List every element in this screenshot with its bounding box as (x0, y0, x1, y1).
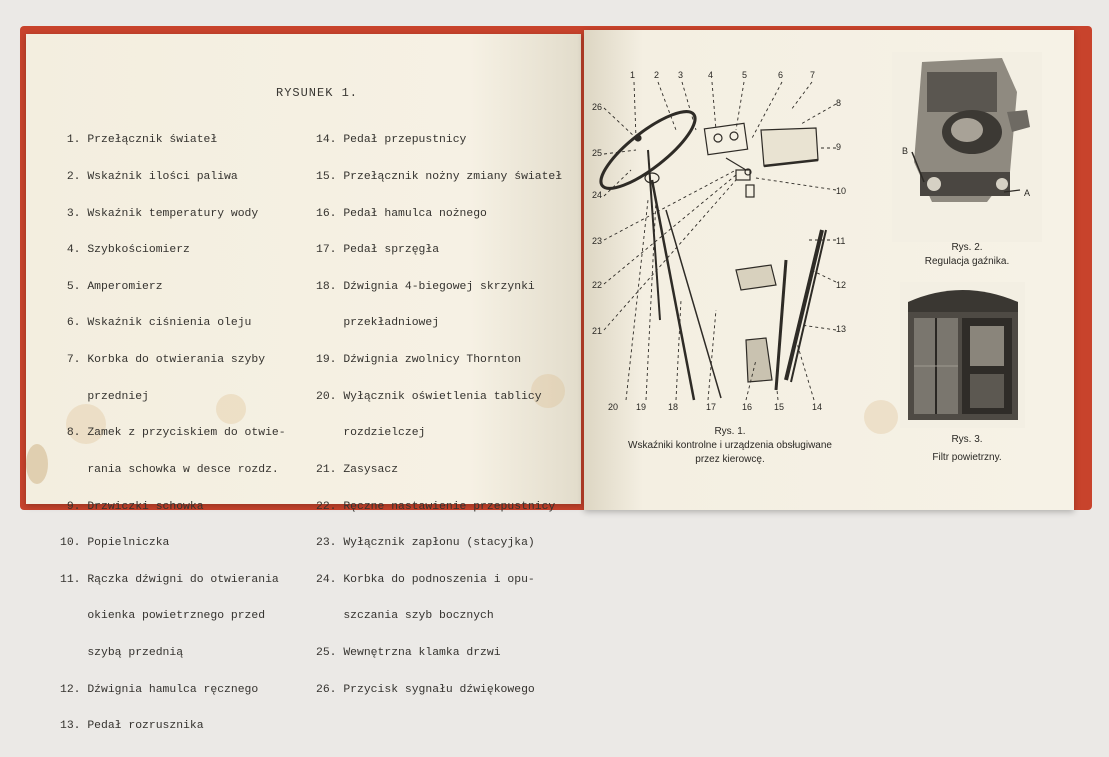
callout-number: 17 (706, 402, 717, 412)
legend-item: 3. Wskaźnik temperatury wody (60, 207, 259, 220)
legend-item: rania schowka w desce rozdz. (60, 463, 279, 476)
figure-1-caption: Wskaźniki kontrolne i urządzenia obsługiwane (628, 440, 832, 451)
legend-item: 23. Wyłącznik zapłonu (stacyjka) (316, 537, 535, 550)
legend-item: 19. Dźwignia zwolnicy Thornton (316, 354, 522, 367)
legend-item: 17. Pedał sprzęgła (316, 244, 440, 257)
legend-item: 21. Zasysacz (316, 463, 399, 476)
callout-number: 4 (708, 70, 714, 80)
callout-number: 18 (668, 402, 679, 412)
figure-1-title: Rys. 1. (714, 426, 746, 437)
legend-item: 24. Korbka do podnoszenia i opu- (316, 573, 535, 586)
legend-item: 8. Zamek z przyciskiem do otwie- (60, 427, 286, 440)
legend-item: 7. Korbka do otwierania szyby (60, 354, 266, 367)
legend-item: 9. Drzwiczki schowka (60, 500, 204, 513)
legend-item: 13. Pedał rozrusznika (60, 720, 204, 733)
legend-item: 2. Wskaźnik ilości paliwa (60, 171, 238, 184)
legend-item: 14. Pedał przepustnicy (316, 134, 467, 147)
part-label-a: A (1024, 188, 1031, 198)
legend-item: 10. Popielniczka (60, 537, 170, 550)
figure-1-caption: przez kierowcę. (695, 454, 765, 465)
legend-item: 20. Wyłącznik oświetlenia tablicy (316, 390, 542, 403)
legend-item: 16. Pedał hamulca nożnego (316, 207, 487, 220)
legend-item: rozdzielczej (316, 427, 426, 440)
callout-number: 19 (636, 402, 647, 412)
callout-number: 5 (742, 70, 748, 80)
figure-3-caption: Filtr powietrzny. (932, 452, 1002, 463)
legend-item: 12. Dźwignia hamulca ręcznego (60, 683, 259, 696)
figure-2-title: Rys. 2. (951, 242, 983, 253)
legend-item: przedniej (60, 390, 149, 403)
callout-number: 21 (592, 326, 603, 336)
legend-item: 6. Wskaźnik ciśnienia oleju (60, 317, 252, 330)
page-heading: RYSUNEK 1. (276, 86, 359, 100)
callout-number: 1 (630, 70, 636, 80)
legend-item: 25. Wewnętrzna klamka drzwi (316, 646, 501, 659)
callout-number: 26 (592, 102, 603, 112)
callout-number: 12 (836, 280, 847, 290)
callout-number: 23 (592, 236, 603, 246)
callout-number: 13 (836, 324, 847, 334)
part-label-b: B (902, 146, 909, 156)
callout-number: 25 (592, 148, 603, 158)
callout-number: 14 (812, 402, 823, 412)
callout-number: 10 (836, 186, 847, 196)
legend-column-1 (60, 110, 286, 757)
figure-3-title: Rys. 3. (951, 434, 983, 445)
air-filter-photo (900, 282, 1025, 428)
carburettor-photo (892, 52, 1042, 242)
legend-column-2 (316, 110, 562, 720)
callout-number: 3 (678, 70, 684, 80)
legend-item: 18. Dźwignia 4-biegowej skrzynki (316, 280, 535, 293)
callout-number: 7 (810, 70, 816, 80)
legend-item: 22. Ręczne nastawienie przepustnicy (316, 500, 556, 513)
legend-item: okienka powietrznego przed (60, 610, 266, 623)
legend-item: 1. Przełącznik świateł (60, 134, 218, 147)
callout-number: 20 (608, 402, 619, 412)
callout-number: 16 (742, 402, 753, 412)
callout-number: 15 (774, 402, 785, 412)
callout-number: 24 (592, 190, 603, 200)
legend-item: szczania szyb bocznych (316, 610, 494, 623)
legend-item: szybą przednią (60, 646, 184, 659)
legend-item: 4. Szybkościomierz (60, 244, 190, 257)
callout-number: 6 (778, 70, 784, 80)
callout-number: 22 (592, 280, 603, 290)
paper-stain (26, 444, 48, 484)
figure-2-caption: Regulacja gaźnika. (924, 256, 1010, 267)
callout-number: 2 (654, 70, 660, 80)
callout-number: 11 (836, 236, 846, 246)
legend-item: 11. Rączka dźwigni do otwierania (60, 573, 279, 586)
legend-item: 26. Przycisk sygnału dźwiękowego (316, 683, 535, 696)
legend-item: przekładniowej (316, 317, 440, 330)
callout-number: 8 (836, 98, 842, 108)
legend-item: 5. Amperomierz (60, 280, 163, 293)
callout-number: 9 (836, 142, 842, 152)
legend-item: 15. Przełącznik nożny zmiany świateł (316, 171, 563, 184)
